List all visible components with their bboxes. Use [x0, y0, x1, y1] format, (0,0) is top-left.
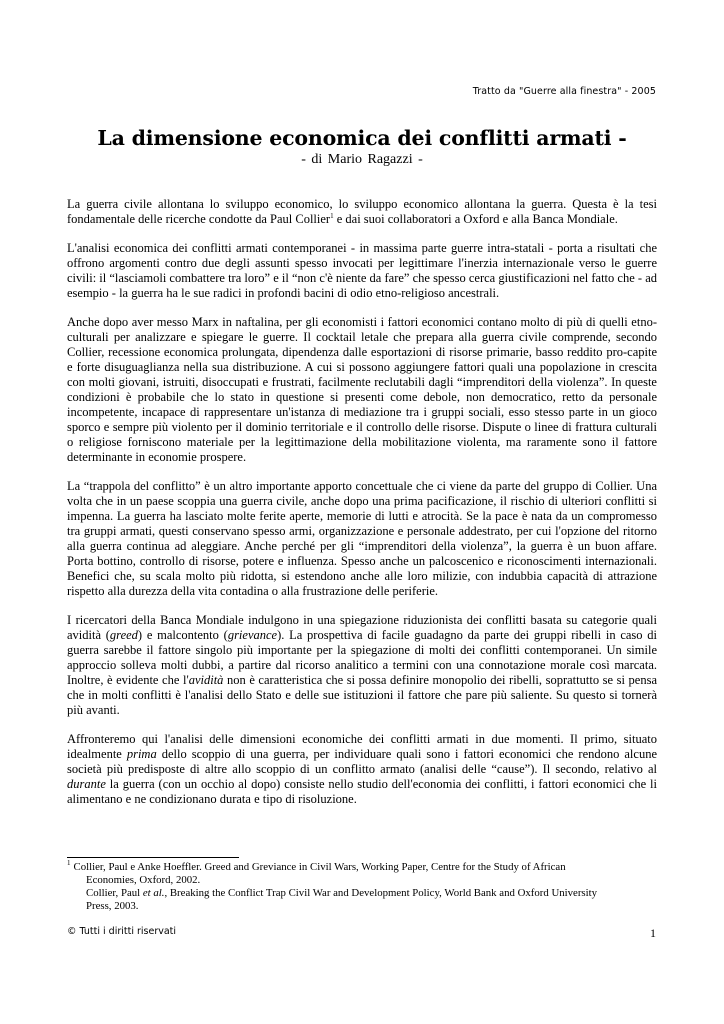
italic-term-prima: prima	[126, 747, 157, 761]
paragraph-2: L'analisi economica dei conflitti armati contemporanei - in massima parte guerre intra-statali - porta a risultati che offrono argomenti contro due degli assunti spesso invocati per legittimare l'inerzia internazionale verso le guerre civili: il “lasciamoli combattere tra loro” e il “non c'è niente da fare” che spesso cerca giustificazioni nel fatto che - ad esempio - la guerra ha le sue radici in profondi bacini di odio etno-religioso ancestrali.	[67, 241, 657, 300]
paragraph-5: I ricercatori della Banca Mondiale indulgono in una spiegazione riduzionista dei conflitti basata su categorie quali avidità (greed) e malcontento (grievance). La prospettiva di facile guadagno da parte dei gruppi ribelli in caso di guerra sarebbe il fattore singolo più importante per la spiegazione di molti dei conflitti contemporanei. Un simile approccio solleva molti dubbi, a partire dal ricorso analitico a termini con una connotazione morale così marcata. Inoltre, è evidente che l'avidità non è caratteristica che si possa definire monopolio dei ribelli, soprattutto se si pensa che in molti conflitti è l'analisi dello Stato e delle sue istituzioni il fattore che pare più saliente. Su questo si tornerà più avanti.	[67, 613, 657, 717]
footnote-block	[67, 861, 657, 913]
italic-term-durante: durante	[67, 777, 106, 791]
footnote-line-3: Collier, Paul et al., Breaking the Conflict Trap Civil War and Development Policy, World Bank and Oxford University	[86, 887, 598, 899]
footnote-marker: 1	[67, 859, 71, 868]
footnote-line-2: Economies, Oxford, 2002.	[86, 874, 201, 886]
footnote-separator	[67, 857, 239, 858]
footnote-reference[interactable]: 1	[330, 211, 334, 220]
paragraph-3: Anche dopo aver messo Marx in naftalina, per gli economisti i fattori economici contano molto di più di quelli etno-culturali per analizzare e spiegare le guerre. Il cocktail letale che prepara alla guerra civile comprende, secondo Collier, recessione economica prolungata, dipendenza dalle esportazioni di risorse primarie, basso reddito pro-capite e forte disuguaglianza nella sua distribuzione. A cui si possono aggiungere fattori quali una popolazione in crescita con molti giovani, istruiti, disoccupati e frustrati, facilmente reclutabili dagli “imprenditori della violenza”. In queste condizioni è probabile che lo stato in questione si presenti come debole, non democratico, retto da personale incompetente, incapace di rappresentare un'istanza di mediazione tra i gruppi sociali, esso stesso parte in un gioco sporco e sempre più violento per il dominio territoriale e il controllo delle risorse. Dispute o linee di frattura culturali o religiose forniscono materiale per la legittimazione della mobilitazione violenta, ma raramente sono il fattore determinante in economie prospere.	[67, 315, 657, 464]
document-title: La dimensione economica dei conflitti armati -	[97, 126, 627, 150]
paragraph-1: La guerra civile allontana lo sviluppo economico, lo sviluppo economico allontana la guerra. Questa è la tesi fondamentale delle ricerche condotte da Paul Collier$^1$ e dai suoi collaboratori a Oxford e alla Banca Mondiale.	[67, 197, 657, 226]
italic-term-greed: greed	[109, 628, 138, 642]
italic-term-avidita: avidità	[188, 673, 224, 687]
italic-term-grievance: grievance	[227, 628, 278, 642]
header-source-note: Tratto da "Guerre alla finestra" - 2005	[472, 86, 656, 97]
paragraph-4: La “trappola del conflitto” è un altro importante apporto concettuale che ci viene da parte del gruppo di Collier. Una volta che in un paese scoppia una guerra civile, anche dopo una prima pacificazione, il rischio di ulteriori conflitti si impenna. La guerra ha lasciato molte ferite aperte, memorie di lutti e atrocità. Se la pace è nata da un compromesso tra gruppi armati, questi conservano spesso armi, organizzazione e personale addestrato, per cui l'opzione del ritorno alla guerra continua ad aleggiare. Anche perché per gli “imprenditori della violenza”, la guerra è un buon affare. Porta bottino, controllo di risorse, potere e influenza. Spesso anche un palcoscenico e riconoscimenti internazionali. Benefici che, su scala molto più ridotta, si estendono anche alle loro milizie, con indubbia capacità di attrazione rispetto alla durezza della vita contadina o alla frustrazione delle periferie.	[67, 479, 657, 598]
paragraph-6: Affronteremo qui l'analisi delle dimensioni economiche dei conflitti armati in due momenti. Il primo, situato idealmente prima dello scoppio di una guerra, per individuare quali sono i fattori economici che rendono alcune società più predisposte di altre allo scoppio di un conflitto armato (analisi delle “cause”). Il secondo, relativo al durante la guerra (con un occhio al dopo) consiste nello studio dell'economia dei conflitti, i fattori economici che li alimentano e ne condizionano durata e tipo di risoluzione.	[67, 732, 657, 806]
document-author: - di Mario Ragazzi -	[301, 152, 423, 167]
page-number: 1	[650, 926, 656, 940]
footnote-line-1: $^1$ Collier, Paul e Anke Hoeffler. Greed and Greviance in Civil Wars, Working Paper, Centre for the Study of African	[67, 859, 566, 873]
footnote-line-4: Press, 2003.	[86, 900, 139, 912]
article-body	[67, 197, 657, 821]
copyright-notice: © Tutti i diritti riservati	[67, 926, 177, 937]
